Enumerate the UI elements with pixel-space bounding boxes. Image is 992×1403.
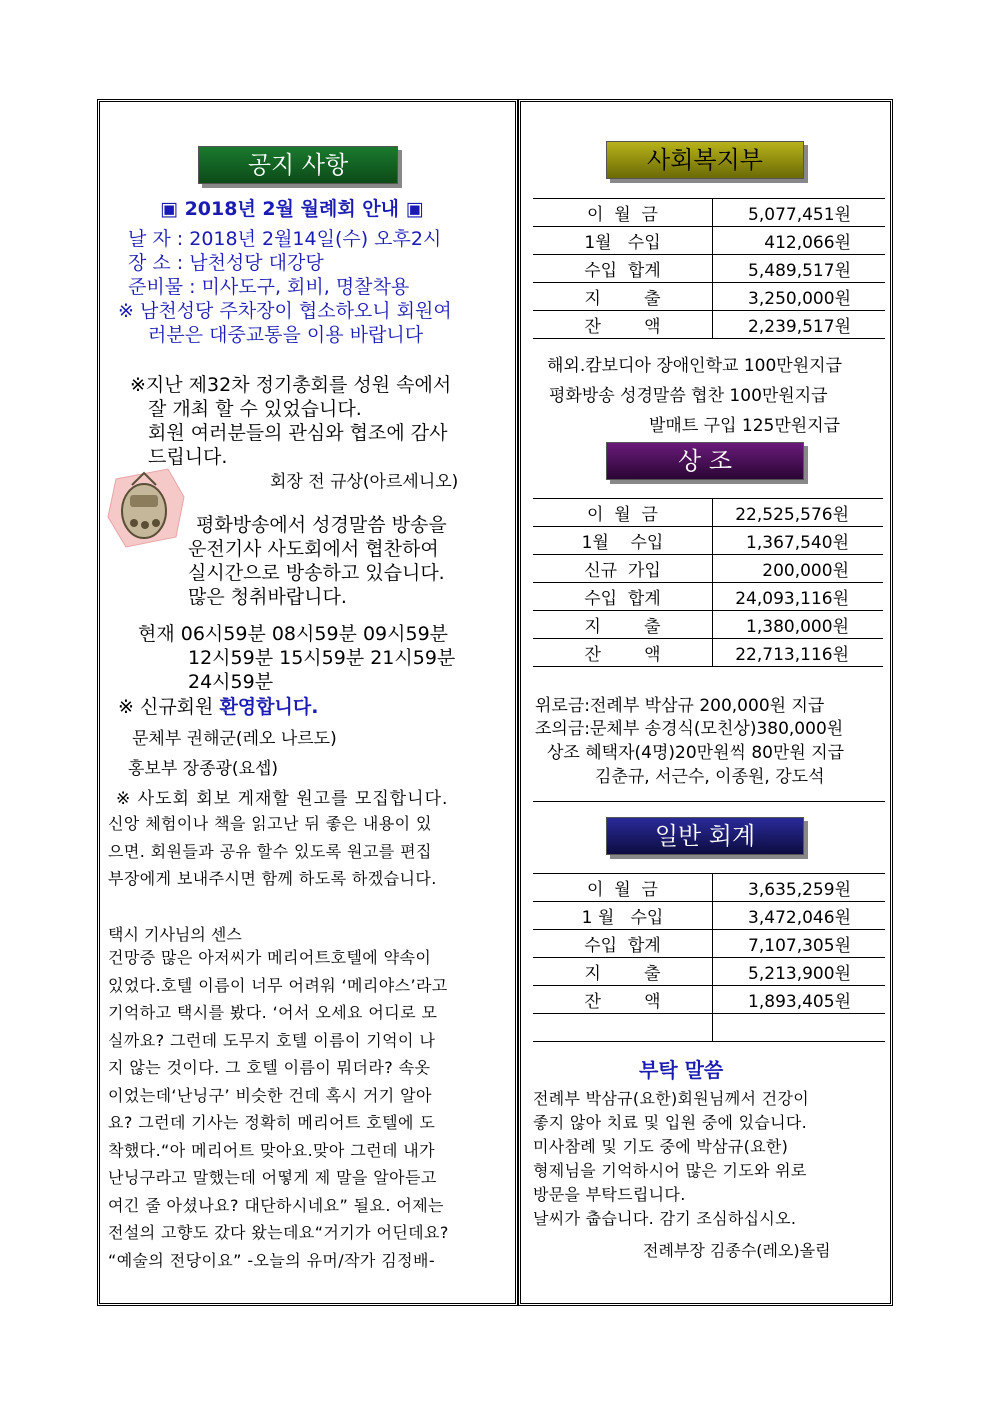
welfare-row <box>533 311 885 339</box>
welfare-row-label: 1월 수입 <box>533 227 713 255</box>
welfare-row-value: 3,250,000원 <box>713 283 886 311</box>
general-row-label: 이 월 금 <box>533 874 713 902</box>
request-line-5: 방문을 부탁드립니다. <box>533 1185 686 1204</box>
general-row-value: 1,893,405원 <box>713 986 886 1014</box>
request-line-4: 형제님을 기억하시어 많은 기도와 위로 <box>533 1161 807 1180</box>
parking-notice-1: ※ 남천성당 주차장이 협소하오니 회원여 <box>118 300 452 322</box>
mutual-row-value: 200,000원 <box>713 555 884 583</box>
new-members-line <box>118 692 318 719</box>
request-line-1: 전례부 박삼규(요한)회원님께서 건강이 <box>533 1089 809 1108</box>
left-column <box>97 99 518 1306</box>
mutual-row-label: 지 출 <box>533 611 713 639</box>
new-member-2: 홍보부 장종광(요셉) <box>128 759 279 779</box>
radio-line-4: 많은 청취바랍니다. <box>188 586 347 608</box>
mutual-note-3: 상조 혜택자(4명)20만원씩 80만원 지급 <box>547 743 845 763</box>
mutual-row <box>533 527 883 555</box>
welfare-title: 사회복지부 <box>606 141 804 179</box>
story-body <box>108 944 449 1274</box>
general-row-label: 1 월 수입 <box>533 902 713 930</box>
general-row-label: 지 출 <box>533 958 713 986</box>
mutual-note-1: 위로금:전례부 박삼규 200,000원 지급 <box>535 696 825 716</box>
meeting-prep: 준비물 : 미사도구, 회비, 명찰착용 <box>128 276 410 298</box>
radio-icon <box>106 467 186 549</box>
new-members-prefix: ※ 신규회원 <box>118 696 214 718</box>
broadcast-times-3: 24시59분 <box>188 671 274 693</box>
welfare-row-label: 수입 합계 <box>533 255 713 283</box>
parking-notice-2: 러분은 대중교통을 이용 바랍니다 <box>148 324 424 346</box>
story-line: 지 않는 것이다. 그 호텔 이름이 뭐더라? 속옷 <box>108 1058 431 1077</box>
welfare-row-label: 잔 액 <box>533 311 713 339</box>
request-signature: 전례부장 김종수(레오)올림 <box>643 1241 831 1260</box>
mutual-row-label: 수입 합계 <box>533 583 713 611</box>
recruit-line-3: 으면. 회원들과 공유 할수 있도록 원고를 편집 <box>108 841 432 861</box>
welfare-row-value: 2,239,517원 <box>713 311 886 339</box>
general-table <box>533 873 885 1042</box>
mutual-row-label: 잔 액 <box>533 639 713 667</box>
welfare-row <box>533 227 885 255</box>
general-row-value: 5,213,900원 <box>713 958 886 986</box>
mutual-note-2: 조의금:문체부 송경식(모친상)380,000원 <box>535 719 844 739</box>
general-row <box>533 958 885 986</box>
story-line: 여긴 줄 아셨나요? 대단하시네요” 될요. 어제는 <box>108 1195 444 1215</box>
new-members-welcome: 환영합니다. <box>219 696 319 718</box>
welfare-note-3: 발매트 구입 125만원지급 <box>649 416 841 436</box>
general-row-label: 잔 액 <box>533 986 713 1014</box>
mutual-row-label: 1월 수입 <box>533 527 713 555</box>
recruit-line-1: ※ 사도회 회보 게재할 원고를 모집합니다. <box>116 789 449 809</box>
meeting-date: 날 자 : 2018년 2월14일(수) 오후2시 <box>128 228 442 250</box>
request-body <box>533 1087 809 1231</box>
radio-line-2: 운전기사 사도회에서 협찬하여 <box>188 538 439 560</box>
mutual-row-value: 24,093,116원 <box>713 583 884 611</box>
request-line-6: 날씨가 춥습니다. 감기 조심하십시오. <box>533 1209 797 1228</box>
story-line: 이었는데‘난닝구’ 비슷한 건데 혹시 거기 알아 <box>108 1085 432 1105</box>
mutual-divider <box>533 801 885 802</box>
radio-line-3: 실시간으로 방송하고 있습니다. <box>188 562 445 584</box>
story-title: 택시 기사님의 센스 <box>108 925 242 944</box>
welfare-note-1: 해외.캄보디아 장애인학교 100만원지급 <box>547 356 842 376</box>
mutual-row-value: 22,525,576원 <box>713 499 884 527</box>
welfare-row-value: 5,077,451원 <box>713 199 886 227</box>
new-member-1: 문체부 권해군(레오 나르도) <box>132 729 337 749</box>
mutual-row <box>533 639 883 667</box>
story-line: “예술의 전당이요” -오늘의 유머/작가 김정배- <box>108 1250 436 1270</box>
meeting-place: 장 소 : 남천성당 대강당 <box>128 252 324 274</box>
welfare-row-label: 이 월 금 <box>533 199 713 227</box>
request-title: 부탁 말씀 <box>639 1058 724 1082</box>
welfare-row <box>533 199 885 227</box>
general-title: 일반 회계 <box>606 817 804 855</box>
general-row-value: 3,472,046원 <box>713 902 886 930</box>
mutual-row-value: 22,713,116원 <box>713 639 884 667</box>
mutual-row <box>533 555 883 583</box>
general-row <box>533 986 885 1014</box>
recruit-line-2: 신앙 체험이나 책을 읽고난 뒤 좋은 내용이 있 <box>108 814 432 833</box>
general-row-value <box>713 1014 886 1042</box>
thanks-line-3: 회원 여러분들의 관심와 협조에 감사 <box>148 422 448 444</box>
general-row <box>533 902 885 930</box>
mutual-row-label: 이 월 금 <box>533 499 713 527</box>
mutual-table <box>533 498 883 667</box>
mutual-row <box>533 499 883 527</box>
right-column <box>518 99 893 1306</box>
mutual-row-value: 1,380,000원 <box>713 611 884 639</box>
story-line: 실까요? 그런데 도무지 호텔 이름이 기억이 나 <box>108 1030 436 1050</box>
notice-title: 공지 사항 <box>198 146 398 184</box>
welfare-row <box>533 283 885 311</box>
welfare-row-value: 5,489,517원 <box>713 255 886 283</box>
story-line: 요? 그런데 기사는 정확히 메리어트 호텔에 도 <box>108 1113 436 1132</box>
meeting-heading: ▣ 2018년 2월 월례회 안내 ▣ <box>160 198 424 220</box>
story-line: 착했다.“아 메리어트 맞아요.맞아 그런데 내가 <box>108 1140 436 1160</box>
general-row-value: 3,635,259원 <box>713 874 886 902</box>
general-row-value: 7,107,305원 <box>713 930 886 958</box>
story-line: 전설의 고향도 갔다 왔는데요“거기가 어딘데요? <box>108 1223 449 1242</box>
general-row <box>533 930 885 958</box>
mutual-title: 상 조 <box>606 442 804 480</box>
story-line: 있었다.호텔 이름이 너무 어려워 ‘메리야스’라고 <box>108 975 448 995</box>
recruit-body <box>108 810 437 893</box>
general-row <box>533 874 885 902</box>
story-line: 난닝구라고 말했는데 어떻게 제 말을 알아듣고 <box>108 1168 437 1187</box>
recruit-line-4: 부장에게 보내주시면 함께 하도록 하겠습니다. <box>108 869 437 888</box>
thanks-line-1: ※지난 제32차 정기총회를 성원 속에서 <box>130 374 452 396</box>
thanks-signature: 회장 전 규상(아르세니오) <box>270 472 459 492</box>
broadcast-times-1: 현재 06시59분 08시59분 09시59분 <box>138 623 449 645</box>
thanks-line-4: 드립니다. <box>148 446 228 468</box>
general-row-label: 수입 합계 <box>533 930 713 958</box>
mutual-row <box>533 583 883 611</box>
welfare-table <box>533 198 885 339</box>
request-line-2: 좋지 않아 치료 및 입원 중에 있습니다. <box>533 1113 808 1132</box>
welfare-note-2: 평화방송 성경말씀 협찬 100만원지급 <box>549 386 828 406</box>
welfare-row-label: 지 출 <box>533 283 713 311</box>
welfare-row-value: 412,066원 <box>713 227 886 255</box>
radio-line-1: 평화방송에서 성경말씀 방송을 <box>196 514 447 536</box>
general-row <box>533 1014 885 1042</box>
general-row-label <box>533 1014 713 1042</box>
mutual-row <box>533 611 883 639</box>
thanks-line-2: 잘 개최 할 수 있었습니다. <box>148 398 362 420</box>
welfare-row <box>533 255 885 283</box>
mutual-row-value: 1,367,540원 <box>713 527 884 555</box>
mutual-row-label: 신규 가입 <box>533 555 713 583</box>
story-line: 건망증 많은 아저씨가 메리어트호텔에 약속이 <box>108 948 432 967</box>
broadcast-times-2: 12시59분 15시59분 21시59분 <box>188 647 456 669</box>
request-line-3: 미사참례 및 기도 중에 박삼규(요한) <box>533 1137 789 1156</box>
mutual-note-4: 김춘규, 서근수, 이종원, 강도석 <box>595 767 825 787</box>
story-line: 기억하고 택시를 봤다. ‘어서 오세요 어디로 모 <box>108 1003 438 1022</box>
